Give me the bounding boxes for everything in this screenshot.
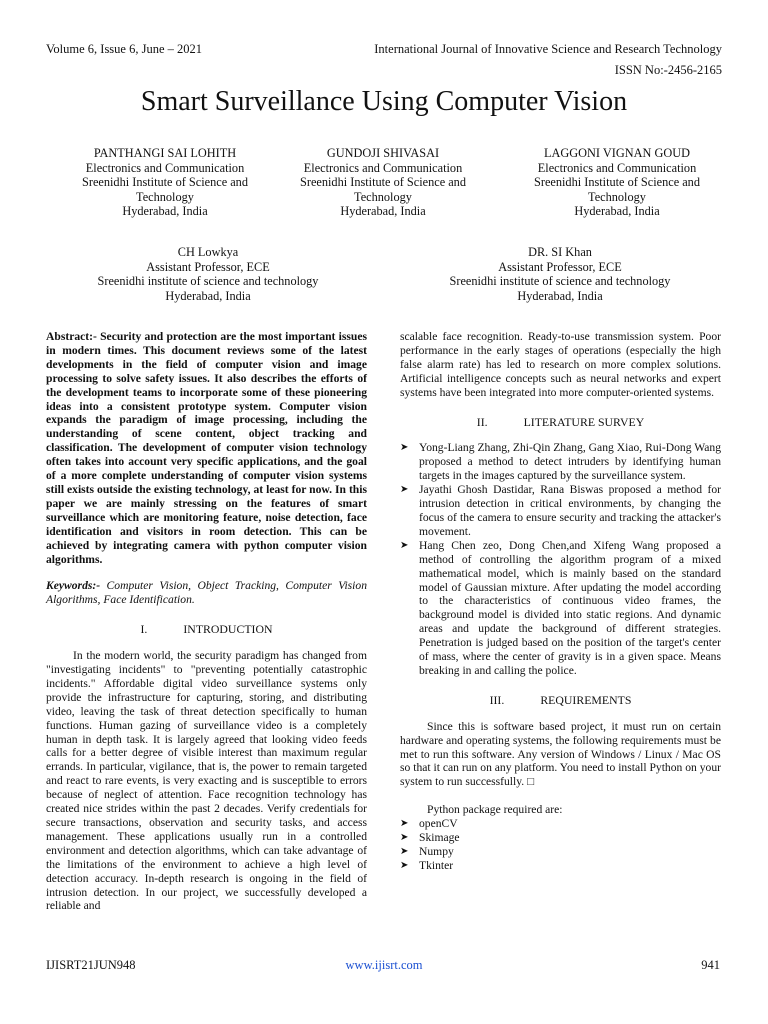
list-item: ➤ Yong-Liang Zhang, Zhi-Qin Zhang, Gang Xiao, Rui-Dong Wang proposed a method to detect intruders by identifying human targets in the images captured by the surveillance system.: [400, 441, 721, 483]
arrow-bullet-icon: ➤: [400, 859, 409, 871]
abstract: [46, 330, 367, 566]
author-name: DR. SI Khan: [528, 245, 592, 259]
author-block-2: [258, 146, 508, 219]
author-name: PANTHANGI SAI LOHITH: [93, 146, 237, 160]
arrow-bullet-icon: ➤: [400, 832, 409, 844]
packages-intro: Python package required are:: [427, 803, 563, 817]
author-affiliation: Hyderabad, India: [165, 288, 251, 303]
list-item: ➤ Jayathi Ghosh Dastidar, Rana Biswas proposed a method for intrusion detection in critical environments, by changing the focus of the camera to ensure security and tracking the attacker's movement.: [400, 483, 721, 538]
requirements-text: Since this is software based project, it must run on certain hardware and operating systems, the following requirements must be met to run this software. Any version of Windows / Linux / Mac OS so that it can run on any platform. You need to install Python on your system to run successfully. □: [400, 719, 721, 789]
author-block-3: [492, 146, 742, 219]
paper-title: Smart Surveillance Using Computer Vision: [140, 86, 628, 117]
author-affiliation: Sreenidhi institute of science and technology: [449, 274, 671, 289]
abstract-text: Security and protection are the most important issues in modern times. This document reviews some of the latest developments in the field of computer vision and image processing to solve safety issues. It also describes the efforts of the development teams to incorporate some of these pioneering ideas into a consistent prototype system. Computer vision expands the paradigm of image processing, including the understanding of scene content, object tracking and classification. The development of computer vision technology often takes into account very specific applications, and the goal of a more complete understanding of computer vision systems still exists outside the existing technology, at least for now. In this paper we are mainly stressing on the features of smart surveillance which are monitoring feature, noise detection, face identification and visitors in room detection. This can be achieved by integrating camera with python computer vision algorithms.: [46, 330, 367, 566]
author-block-1: [40, 146, 290, 219]
packages-list: [400, 817, 721, 873]
author-name: CH Lowkya: [177, 245, 239, 259]
volume-info: Volume 6, Issue 6, June – 2021: [46, 42, 203, 56]
left-column: [46, 330, 367, 913]
journal-website-link[interactable]: www.ijisrt.com: [345, 958, 423, 972]
author-affiliation: Hyderabad, India: [517, 288, 603, 303]
literature-list: [400, 441, 721, 677]
arrow-bullet-icon: ➤: [400, 484, 409, 496]
list-item: ➤ Skimage: [400, 831, 460, 845]
author-affiliation: Technology: [136, 189, 194, 204]
author-affiliation: Electronics and Communication: [537, 160, 697, 175]
author-affiliation: Hyderabad, India: [574, 204, 660, 219]
section-heading-literature: II. LITERATURE SURVEY: [476, 414, 645, 429]
author-name: LAGGONI VIGNAN GOUD: [544, 146, 690, 160]
keywords: [46, 579, 367, 607]
author-affiliation: Assistant Professor, ECE: [498, 259, 622, 274]
section-heading-requirements: III. REQUIREMENTS: [489, 692, 632, 707]
author-block-4: [58, 245, 358, 303]
list-item: ➤ Numpy: [400, 845, 454, 858]
keywords-label: Keywords:-: [46, 579, 101, 593]
author-affiliation: Electronics and Communication: [303, 160, 463, 175]
arrow-bullet-icon: ➤: [400, 442, 409, 454]
author-affiliation: Sreenidhi Institute of Science and: [82, 175, 248, 190]
right-column: [400, 330, 721, 873]
author-block-5: [410, 245, 710, 303]
introduction-text: In the modern world, the security paradigm has changed from "investigating incidents" to "preventing potentially catastrophic incidents." Affordable digital video surveillance systems only provide the infrastructure for capturing, storing, and distributing video, leaving the task of threat detection specifically to human functions. Human gazing of surveillance video is a completely human in depth task. It is largely agreed that looking video feeds calls for a better degree of visible interest than maximum regular errands. In particular, vigilance, that is, the power to remain targeted and react to rare events, is very exacting and is susceptible to errors because of neglect of attention. Face recognition technology has created nice strides within the past 2 decades. Verify credentials for secure transactions, observation and security tasks, and access management. These applications usually run in a controlled environment and detection algorithms, which can take advantage of the limitations of the environment to achieve a high level of detection accuracy. In-depth research is ongoing in the field of intrusion detection. In our project, we successfully developed a reliable and: [46, 649, 367, 913]
list-item: ➤ openCV: [400, 817, 458, 831]
introduction-continued: scalable face recognition. Ready-to-use transmission system. Poor performance in the early stages of operations (especially the high false alarm rate) has led to research on more complex solutions. Artificial intelligence concepts such as neural networks and expert systems have been integrated into more computer-oriented systems.: [400, 330, 721, 399]
paper-id: IJISRT21JUN948: [46, 958, 136, 972]
list-item: ➤ Tkinter: [400, 858, 454, 872]
author-affiliation: Technology: [354, 189, 412, 204]
author-affiliation: Sreenidhi Institute of Science and: [300, 175, 466, 190]
author-affiliation: Hyderabad, India: [122, 204, 208, 219]
author-affiliation: Electronics and Communication: [85, 160, 245, 175]
author-affiliation: Technology: [588, 189, 646, 204]
section-heading-introduction: I. INTRODUCTION: [140, 622, 273, 637]
arrow-bullet-icon: ➤: [400, 539, 409, 551]
arrow-bullet-icon: ➤: [400, 818, 409, 830]
issn: ISSN No:-2456-2165: [614, 63, 722, 77]
list-item: ➤ Hang Chen zeo, Dong Chen,and Xifeng Wang proposed a method of controlling the algorithm program of a mixed mathematical model, which is mainly based on the standard model of Gaussian mixture. After updating the model according to the characteristics of continuous video frames, the background model is divided into static regions. And dynamic areas and update the background of different strategies. Penetration is judged based on the position of the target's center of mass, where the center of gravity is in a given space. Means breaking in and calling the police.: [400, 538, 721, 677]
journal-name: International Journal of Innovative Science and Research Technology: [374, 42, 722, 56]
author-affiliation: Hyderabad, India: [340, 204, 426, 219]
author-affiliation: Sreenidhi institute of science and technology: [97, 274, 319, 289]
author-affiliation: Assistant Professor, ECE: [146, 259, 270, 274]
page-number: 941: [701, 958, 720, 972]
arrow-bullet-icon: ➤: [400, 846, 409, 857]
author-affiliation: Sreenidhi Institute of Science and: [534, 175, 700, 190]
keywords-text: Computer Vision, Object Tracking, Computer Vision Algorithms, Face Identification.: [46, 579, 367, 607]
abstract-label: Abstract:-: [46, 330, 97, 343]
author-name: GUNDOJI SHIVASAI: [326, 146, 440, 160]
